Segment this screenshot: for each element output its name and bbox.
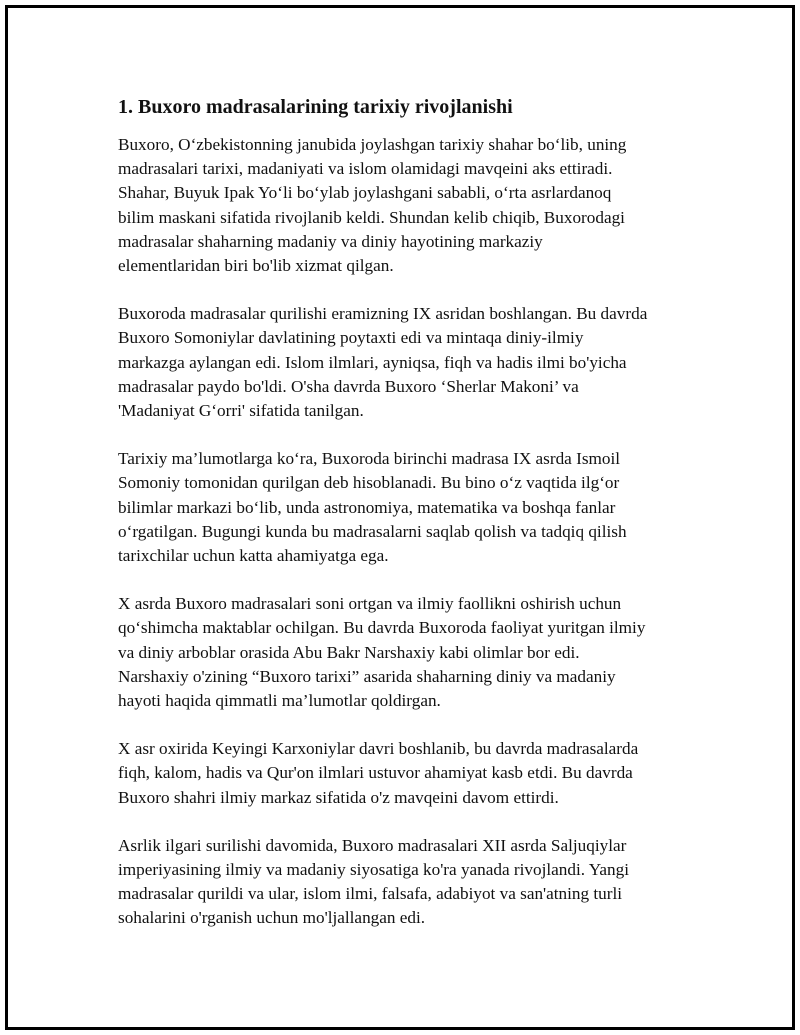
text-line: markazga aylangan edi. Islom ilmlari, ayniqsa, fiqh va hadis ilmi bo'yicha bbox=[118, 352, 627, 372]
text-line: fiqh, kalom, hadis va Qur'on ilmlari ustuvor ahamiyat kasb etdi. Bu davrda bbox=[118, 763, 633, 783]
text-line: Narshaxiy o'zining “Buxoro tarixi” asarida shaharning diniy va madaniy bbox=[118, 666, 616, 686]
text-line: 'Madaniyat G‘orri' sifatida tanilgan. bbox=[118, 401, 364, 421]
paragraph bbox=[118, 737, 688, 810]
text-line: Buxoro shahri ilmiy markaz sifatida o'z mavqeini davom ettirdi. bbox=[118, 787, 559, 807]
document-body bbox=[118, 95, 688, 955]
text-line: Buxoro, O‘zbekistonning janubida joylashgan tarixiy shahar bo‘lib, uning bbox=[118, 135, 627, 154]
text-line: madrasalar paydo bo'ldi. O'sha davrda Buxoro ‘Sherlar Makoni’ va bbox=[118, 376, 579, 396]
text-line: madrasalari tarixi, madaniyati va islom olamidagi mavqeini aks ettiradi. bbox=[118, 159, 613, 179]
paragraph-list bbox=[118, 133, 688, 931]
text-line: hayoti haqida qimmatli ma’lumotlar qoldirgan. bbox=[118, 691, 441, 711]
paragraph bbox=[118, 133, 688, 278]
text-line: imperiyasining ilmiy va madaniy siyosatiga ko'ra yanada rivojlandi. Yangi bbox=[118, 860, 629, 880]
text-line: qo‘shimcha maktablar ochilgan. Bu davrda Buxoroda faoliyat yuritgan ilmiy bbox=[118, 618, 646, 638]
text-line: bilim maskani sifatida rivojlanib keldi. Shundan kelib chiqib, Buxorodagi bbox=[118, 207, 625, 227]
text-line: elementlaridan biri bo'lib xizmat qilgan. bbox=[118, 256, 394, 276]
text-line: Buxoroda madrasalar qurilishi eramizning IX asridan boshlangan. Bu davrda bbox=[118, 304, 648, 324]
text-line: bilimlar markazi bo‘lib, unda astronomiya, matematika va boshqa fanlar bbox=[118, 497, 616, 517]
text-line: madrasalar qurildi va ular, islom ilmi, falsafa, adabiyot va san'atning turli bbox=[118, 884, 623, 904]
text-line: X asr oxirida Keyingi Karxoniylar davri boshlanib, bu davrda madrasalarda bbox=[118, 739, 639, 759]
text-line: Shahar, Buyuk Ipak Yo‘li bo‘ylab joylashgani sababli, o‘rta asrlardanoq bbox=[118, 183, 612, 203]
text-line: Buxoro Somoniylar davlatining poytaxti edi va mintaqa diniy-ilmiy bbox=[118, 328, 584, 348]
paragraph bbox=[118, 447, 688, 568]
paragraph bbox=[118, 302, 688, 423]
text-line: madrasalar shaharning madaniy va diniy hayotining markaziy bbox=[118, 231, 543, 251]
text-line: sohalarini o'rganish uchun mo'ljallangan edi. bbox=[118, 908, 426, 928]
paragraph bbox=[118, 834, 688, 931]
section-heading: 1. Buxoro madrasalarining tarixiy rivojlanishi bbox=[118, 96, 513, 118]
text-line: va diniy arboblar orasida Abu Bakr Narshaxiy kabi olimlar bor edi. bbox=[118, 642, 580, 662]
text-line: X asrda Buxoro madrasalari soni ortgan va ilmiy faollikni oshirish uchun bbox=[118, 594, 622, 614]
text-line: Asrlik ilgari surilishi davomida, Buxoro madrasalari XII asrda Saljuqiylar bbox=[118, 835, 627, 855]
paragraph bbox=[118, 592, 688, 713]
text-line: Tarixiy ma’lumotlarga ko‘ra, Buxoroda birinchi madrasa IX asrda Ismoil bbox=[118, 449, 621, 469]
text-line: Somoniy tomonidan qurilgan deb hisoblanadi. Bu bino o‘z vaqtida ilg‘or bbox=[118, 473, 620, 493]
text-line: o‘rgatilgan. Bugungi kunda bu madrasalarni saqlab qolish va tadqiq qilish bbox=[118, 521, 627, 541]
text-line: tarixchilar uchun katta ahamiyatga ega. bbox=[118, 546, 389, 566]
